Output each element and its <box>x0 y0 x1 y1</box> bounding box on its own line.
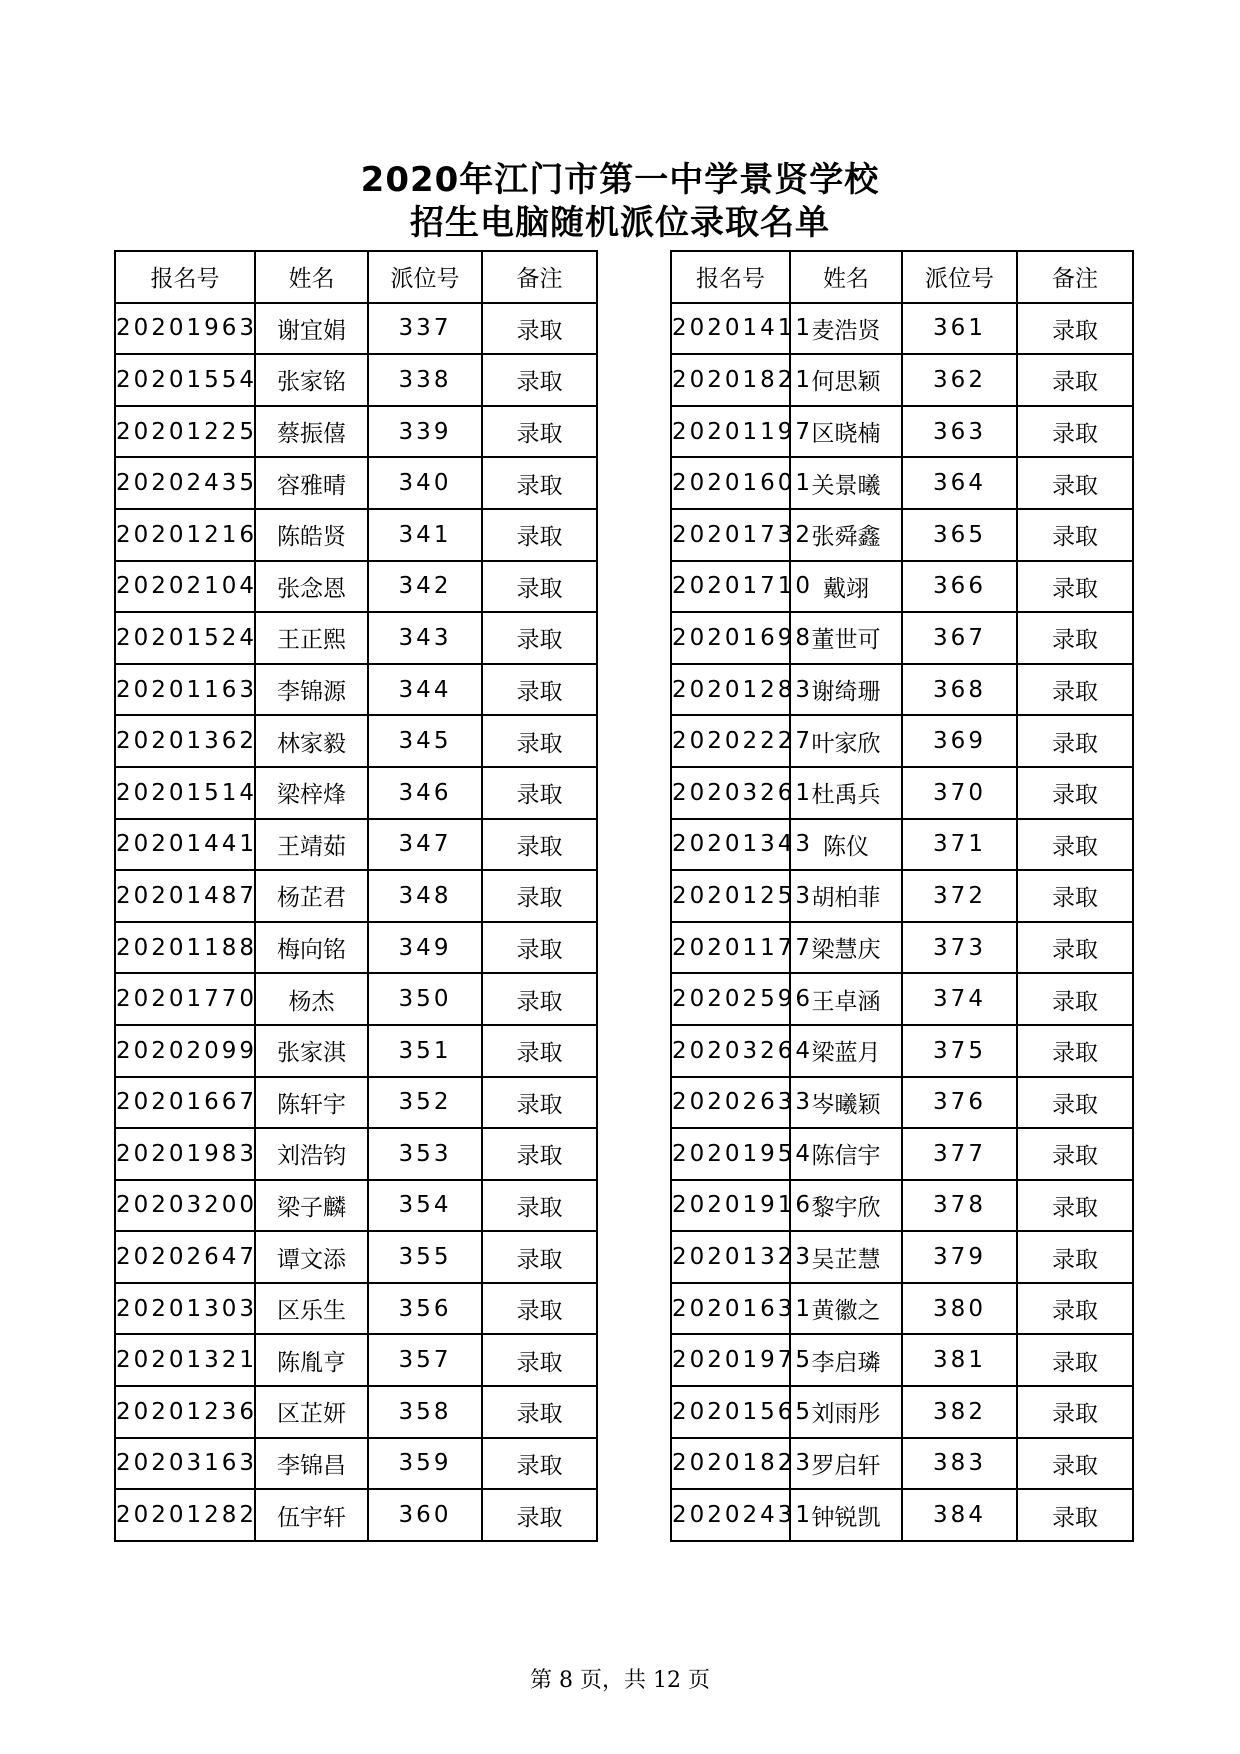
remark-cell: 录取 <box>1017 664 1133 716</box>
slot-number-cell: 346 <box>368 767 482 819</box>
student-name-cell: 王靖茹 <box>255 819 368 871</box>
student-name-cell: 刘雨彤 <box>790 1386 902 1438</box>
registration-number-cell: 20202227 <box>671 715 790 767</box>
slot-number-cell: 350 <box>368 973 482 1025</box>
slot-number-cell: 382 <box>902 1386 1017 1438</box>
remark-cell: 录取 <box>482 664 597 716</box>
registration-number-cell: 20201283 <box>671 664 790 716</box>
student-name-cell: 区晓楠 <box>790 406 902 458</box>
table-row <box>671 1438 1133 1490</box>
registration-number-cell: 20201323 <box>671 1231 790 1283</box>
registration-number-cell: 20201225 <box>115 406 255 458</box>
remark-cell: 录取 <box>482 1180 597 1232</box>
remark-cell: 录取 <box>482 1077 597 1129</box>
student-name-cell: 区芷妍 <box>255 1386 368 1438</box>
slot-number-cell: 344 <box>368 664 482 716</box>
table-row <box>671 303 1133 355</box>
slot-number-cell: 342 <box>368 561 482 613</box>
remark-cell: 录取 <box>1017 1334 1133 1386</box>
student-name-cell: 关景曦 <box>790 457 902 509</box>
remark-cell: 录取 <box>482 1334 597 1386</box>
table-row <box>115 1128 597 1180</box>
table-row <box>115 1283 597 1335</box>
registration-number-cell: 20201975 <box>671 1334 790 1386</box>
remark-cell: 录取 <box>1017 715 1133 767</box>
column-header-id: 报名号 <box>115 251 255 303</box>
registration-number-cell: 20202435 <box>115 457 255 509</box>
table-row <box>115 457 597 509</box>
registration-number-cell: 20202633 <box>671 1077 790 1129</box>
registration-number-cell: 20201197 <box>671 406 790 458</box>
remark-cell: 录取 <box>1017 1386 1133 1438</box>
student-name-cell: 陈皓贤 <box>255 509 368 561</box>
registration-number-cell: 20201441 <box>115 819 255 871</box>
slot-number-cell: 340 <box>368 457 482 509</box>
registration-number-cell: 20201554 <box>115 354 255 406</box>
student-name-cell: 何思颖 <box>790 354 902 406</box>
remark-cell: 录取 <box>1017 1128 1133 1180</box>
column-header-slot: 派位号 <box>902 251 1017 303</box>
column-header-name: 姓名 <box>790 251 902 303</box>
remark-cell: 录取 <box>482 509 597 561</box>
student-name-cell: 戴翊 <box>790 561 902 613</box>
table-row <box>671 354 1133 406</box>
slot-number-cell: 365 <box>902 509 1017 561</box>
slot-number-cell: 366 <box>902 561 1017 613</box>
remark-cell: 录取 <box>482 406 597 458</box>
table-row <box>671 922 1133 974</box>
remark-cell: 录取 <box>1017 973 1133 1025</box>
registration-number-cell: 20203163 <box>115 1438 255 1490</box>
slot-number-cell: 360 <box>368 1489 482 1541</box>
registration-number-cell: 20203200 <box>115 1180 255 1232</box>
slot-number-cell: 355 <box>368 1231 482 1283</box>
registration-number-cell: 20202099 <box>115 1025 255 1077</box>
student-name-cell: 梁梓烽 <box>255 767 368 819</box>
table-row <box>115 664 597 716</box>
registration-number-cell: 20201770 <box>115 973 255 1025</box>
slot-number-cell: 361 <box>902 303 1017 355</box>
column-header-name: 姓名 <box>255 251 368 303</box>
registration-number-cell: 20203261 <box>671 767 790 819</box>
slot-number-cell: 383 <box>902 1438 1017 1490</box>
slot-number-cell: 381 <box>902 1334 1017 1386</box>
table-row <box>671 1180 1133 1232</box>
registration-number-cell: 20201710 <box>671 561 790 613</box>
student-name-cell: 董世可 <box>790 612 902 664</box>
student-name-cell: 容雅晴 <box>255 457 368 509</box>
student-name-cell: 李锦昌 <box>255 1438 368 1490</box>
remark-cell: 录取 <box>1017 1231 1133 1283</box>
registration-number-cell: 20201732 <box>671 509 790 561</box>
registration-number-cell: 20201362 <box>115 715 255 767</box>
student-name-cell: 张家铭 <box>255 354 368 406</box>
table-row <box>115 612 597 664</box>
table-row <box>115 354 597 406</box>
remark-cell: 录取 <box>482 612 597 664</box>
slot-number-cell: 357 <box>368 1334 482 1386</box>
remark-cell: 录取 <box>1017 819 1133 871</box>
registration-number-cell: 20201216 <box>115 509 255 561</box>
slot-number-cell: 359 <box>368 1438 482 1490</box>
registration-number-cell: 20201514 <box>115 767 255 819</box>
remark-cell: 录取 <box>482 303 597 355</box>
remark-cell: 录取 <box>1017 1077 1133 1129</box>
slot-number-cell: 362 <box>902 354 1017 406</box>
table-row <box>115 767 597 819</box>
registration-number-cell: 20201963 <box>115 303 255 355</box>
student-name-cell: 岑曦颖 <box>790 1077 902 1129</box>
registration-number-cell: 20201821 <box>671 354 790 406</box>
student-name-cell: 林家毅 <box>255 715 368 767</box>
table-row <box>115 406 597 458</box>
slot-number-cell: 338 <box>368 354 482 406</box>
table-row <box>671 406 1133 458</box>
slot-number-cell: 377 <box>902 1128 1017 1180</box>
remark-cell: 录取 <box>482 354 597 406</box>
registration-number-cell: 20201983 <box>115 1128 255 1180</box>
table-row <box>671 870 1133 922</box>
slot-number-cell: 379 <box>902 1231 1017 1283</box>
student-name-cell: 梁蓝月 <box>790 1025 902 1077</box>
remark-cell: 录取 <box>1017 1438 1133 1490</box>
registration-number-cell: 20201823 <box>671 1438 790 1490</box>
student-name-cell: 张舜鑫 <box>790 509 902 561</box>
slot-number-cell: 348 <box>368 870 482 922</box>
slot-number-cell: 371 <box>902 819 1017 871</box>
slot-number-cell: 337 <box>368 303 482 355</box>
student-name-cell: 杜禹兵 <box>790 767 902 819</box>
column-header-id: 报名号 <box>671 251 790 303</box>
table-row <box>115 922 597 974</box>
roster-table-left <box>114 250 598 1542</box>
student-name-cell: 梁慧庆 <box>790 922 902 974</box>
table-row <box>671 1231 1133 1283</box>
slot-number-cell: 339 <box>368 406 482 458</box>
registration-number-cell: 20201667 <box>115 1077 255 1129</box>
registration-number-cell: 20201163 <box>115 664 255 716</box>
remark-cell: 录取 <box>1017 1489 1133 1541</box>
table-row <box>115 715 597 767</box>
student-name-cell: 伍宇轩 <box>255 1489 368 1541</box>
slot-number-cell: 364 <box>902 457 1017 509</box>
remark-cell: 录取 <box>1017 406 1133 458</box>
student-name-cell: 陈仪 <box>790 819 902 871</box>
registration-number-cell: 20201188 <box>115 922 255 974</box>
table-row <box>115 1386 597 1438</box>
registration-number-cell: 20202104 <box>115 561 255 613</box>
registration-number-cell: 20201565 <box>671 1386 790 1438</box>
remark-cell: 录取 <box>1017 1283 1133 1335</box>
registration-number-cell: 20201916 <box>671 1180 790 1232</box>
remark-cell: 录取 <box>482 1489 597 1541</box>
registration-number-cell: 20201282 <box>115 1489 255 1541</box>
column-header-slot: 派位号 <box>368 251 482 303</box>
table-row <box>671 664 1133 716</box>
table-row <box>115 1334 597 1386</box>
slot-number-cell: 352 <box>368 1077 482 1129</box>
page-subtitle: 招生电脑随机派位录取名单 <box>410 203 830 243</box>
table-row <box>115 1180 597 1232</box>
remark-cell: 录取 <box>1017 1025 1133 1077</box>
student-name-cell: 谭文添 <box>255 1231 368 1283</box>
remark-cell: 录取 <box>1017 870 1133 922</box>
registration-number-cell: 20203264 <box>671 1025 790 1077</box>
roster-body-left <box>115 303 597 1541</box>
table-row <box>671 715 1133 767</box>
remark-cell: 录取 <box>1017 612 1133 664</box>
slot-number-cell: 373 <box>902 922 1017 974</box>
slot-number-cell: 349 <box>368 922 482 974</box>
table-row <box>115 1025 597 1077</box>
student-name-cell: 王正熙 <box>255 612 368 664</box>
table-row <box>671 1283 1133 1335</box>
table-row <box>115 1489 597 1541</box>
slot-number-cell: 347 <box>368 819 482 871</box>
remark-cell: 录取 <box>482 1128 597 1180</box>
student-name-cell: 杨芷君 <box>255 870 368 922</box>
remark-cell: 录取 <box>482 973 597 1025</box>
remark-cell: 录取 <box>1017 561 1133 613</box>
student-name-cell: 蔡振僖 <box>255 406 368 458</box>
roster-body-right <box>671 303 1133 1541</box>
slot-number-cell: 363 <box>902 406 1017 458</box>
slot-number-cell: 353 <box>368 1128 482 1180</box>
remark-cell: 录取 <box>482 715 597 767</box>
remark-cell: 录取 <box>1017 767 1133 819</box>
slot-number-cell: 370 <box>902 767 1017 819</box>
registration-number-cell: 20201698 <box>671 612 790 664</box>
table-row <box>671 973 1133 1025</box>
remark-cell: 录取 <box>482 457 597 509</box>
table-row <box>115 1438 597 1490</box>
table-row <box>115 819 597 871</box>
remark-cell: 录取 <box>1017 922 1133 974</box>
student-name-cell: 谢绮珊 <box>790 664 902 716</box>
registration-number-cell: 20201253 <box>671 870 790 922</box>
registration-number-cell: 20201524 <box>115 612 255 664</box>
registration-number-cell: 20201236 <box>115 1386 255 1438</box>
remark-cell: 录取 <box>1017 354 1133 406</box>
remark-cell: 录取 <box>482 819 597 871</box>
remark-cell: 录取 <box>482 922 597 974</box>
table-row <box>671 819 1133 871</box>
header-row <box>115 251 597 303</box>
student-name-cell: 谢宜娟 <box>255 303 368 355</box>
slot-number-cell: 354 <box>368 1180 482 1232</box>
student-name-cell: 陈胤亨 <box>255 1334 368 1386</box>
table-row <box>671 509 1133 561</box>
slot-number-cell: 356 <box>368 1283 482 1335</box>
student-name-cell: 陈信宇 <box>790 1128 902 1180</box>
student-name-cell: 区乐生 <box>255 1283 368 1335</box>
student-name-cell: 陈轩宇 <box>255 1077 368 1129</box>
student-name-cell: 黎宇欣 <box>790 1180 902 1232</box>
slot-number-cell: 343 <box>368 612 482 664</box>
table-row <box>671 767 1133 819</box>
table-row <box>671 1077 1133 1129</box>
remark-cell: 录取 <box>1017 509 1133 561</box>
table-row <box>671 457 1133 509</box>
slot-number-cell: 351 <box>368 1025 482 1077</box>
registration-number-cell: 20201343 <box>671 819 790 871</box>
table-row <box>115 509 597 561</box>
table-row <box>671 1128 1133 1180</box>
table-row <box>671 1334 1133 1386</box>
student-name-cell: 杨杰 <box>255 973 368 1025</box>
slot-number-cell: 384 <box>902 1489 1017 1541</box>
slot-number-cell: 358 <box>368 1386 482 1438</box>
student-name-cell: 刘浩钧 <box>255 1128 368 1180</box>
remark-cell: 录取 <box>1017 457 1133 509</box>
student-name-cell: 张家淇 <box>255 1025 368 1077</box>
student-name-cell: 钟锐凯 <box>790 1489 902 1541</box>
student-name-cell: 王卓涵 <box>790 973 902 1025</box>
slot-number-cell: 368 <box>902 664 1017 716</box>
student-name-cell: 梁子麟 <box>255 1180 368 1232</box>
registration-number-cell: 20201411 <box>671 303 790 355</box>
remark-cell: 录取 <box>482 1025 597 1077</box>
registration-number-cell: 20202431 <box>671 1489 790 1541</box>
slot-number-cell: 375 <box>902 1025 1017 1077</box>
slot-number-cell: 374 <box>902 973 1017 1025</box>
registration-number-cell: 20201954 <box>671 1128 790 1180</box>
table-row <box>115 561 597 613</box>
page-title: 2020年江门市第一中学景贤学校 <box>360 160 880 200</box>
registration-number-cell: 20202596 <box>671 973 790 1025</box>
table-row <box>671 612 1133 664</box>
student-name-cell: 麦浩贤 <box>790 303 902 355</box>
registration-number-cell: 20201321 <box>115 1334 255 1386</box>
header-row <box>671 251 1133 303</box>
student-name-cell: 胡柏菲 <box>790 870 902 922</box>
slot-number-cell: 341 <box>368 509 482 561</box>
slot-number-cell: 372 <box>902 870 1017 922</box>
roster-table-right <box>670 250 1134 1542</box>
registration-number-cell: 20201487 <box>115 870 255 922</box>
table-row <box>671 1025 1133 1077</box>
registration-number-cell: 20201177 <box>671 922 790 974</box>
slot-number-cell: 378 <box>902 1180 1017 1232</box>
remark-cell: 录取 <box>482 561 597 613</box>
student-name-cell: 叶家欣 <box>790 715 902 767</box>
student-name-cell: 张念恩 <box>255 561 368 613</box>
student-name-cell: 李锦源 <box>255 664 368 716</box>
slot-number-cell: 345 <box>368 715 482 767</box>
table-row <box>671 561 1133 613</box>
table-row <box>115 870 597 922</box>
registration-number-cell: 20201303 <box>115 1283 255 1335</box>
page-footer: 第 8 页，共 12 页 <box>530 1668 710 1693</box>
table-row <box>671 1386 1133 1438</box>
remark-cell: 录取 <box>482 767 597 819</box>
table-row <box>115 303 597 355</box>
column-header-remark: 备注 <box>482 251 597 303</box>
slot-number-cell: 376 <box>902 1077 1017 1129</box>
remark-cell: 录取 <box>482 870 597 922</box>
student-name-cell: 黄徽之 <box>790 1283 902 1335</box>
remark-cell: 录取 <box>1017 303 1133 355</box>
remark-cell: 录取 <box>482 1283 597 1335</box>
slot-number-cell: 380 <box>902 1283 1017 1335</box>
slot-number-cell: 367 <box>902 612 1017 664</box>
column-header-remark: 备注 <box>1017 251 1133 303</box>
remark-cell: 录取 <box>482 1438 597 1490</box>
registration-number-cell: 20202647 <box>115 1231 255 1283</box>
registration-number-cell: 20201631 <box>671 1283 790 1335</box>
student-name-cell: 罗启轩 <box>790 1438 902 1490</box>
remark-cell: 录取 <box>482 1231 597 1283</box>
table-row <box>115 1077 597 1129</box>
table-row <box>671 1489 1133 1541</box>
student-name-cell: 李启璘 <box>790 1334 902 1386</box>
slot-number-cell: 369 <box>902 715 1017 767</box>
table-row <box>115 973 597 1025</box>
registration-number-cell: 20201601 <box>671 457 790 509</box>
remark-cell: 录取 <box>1017 1180 1133 1232</box>
remark-cell: 录取 <box>482 1386 597 1438</box>
table-row <box>115 1231 597 1283</box>
student-name-cell: 吴芷慧 <box>790 1231 902 1283</box>
student-name-cell: 梅向铭 <box>255 922 368 974</box>
